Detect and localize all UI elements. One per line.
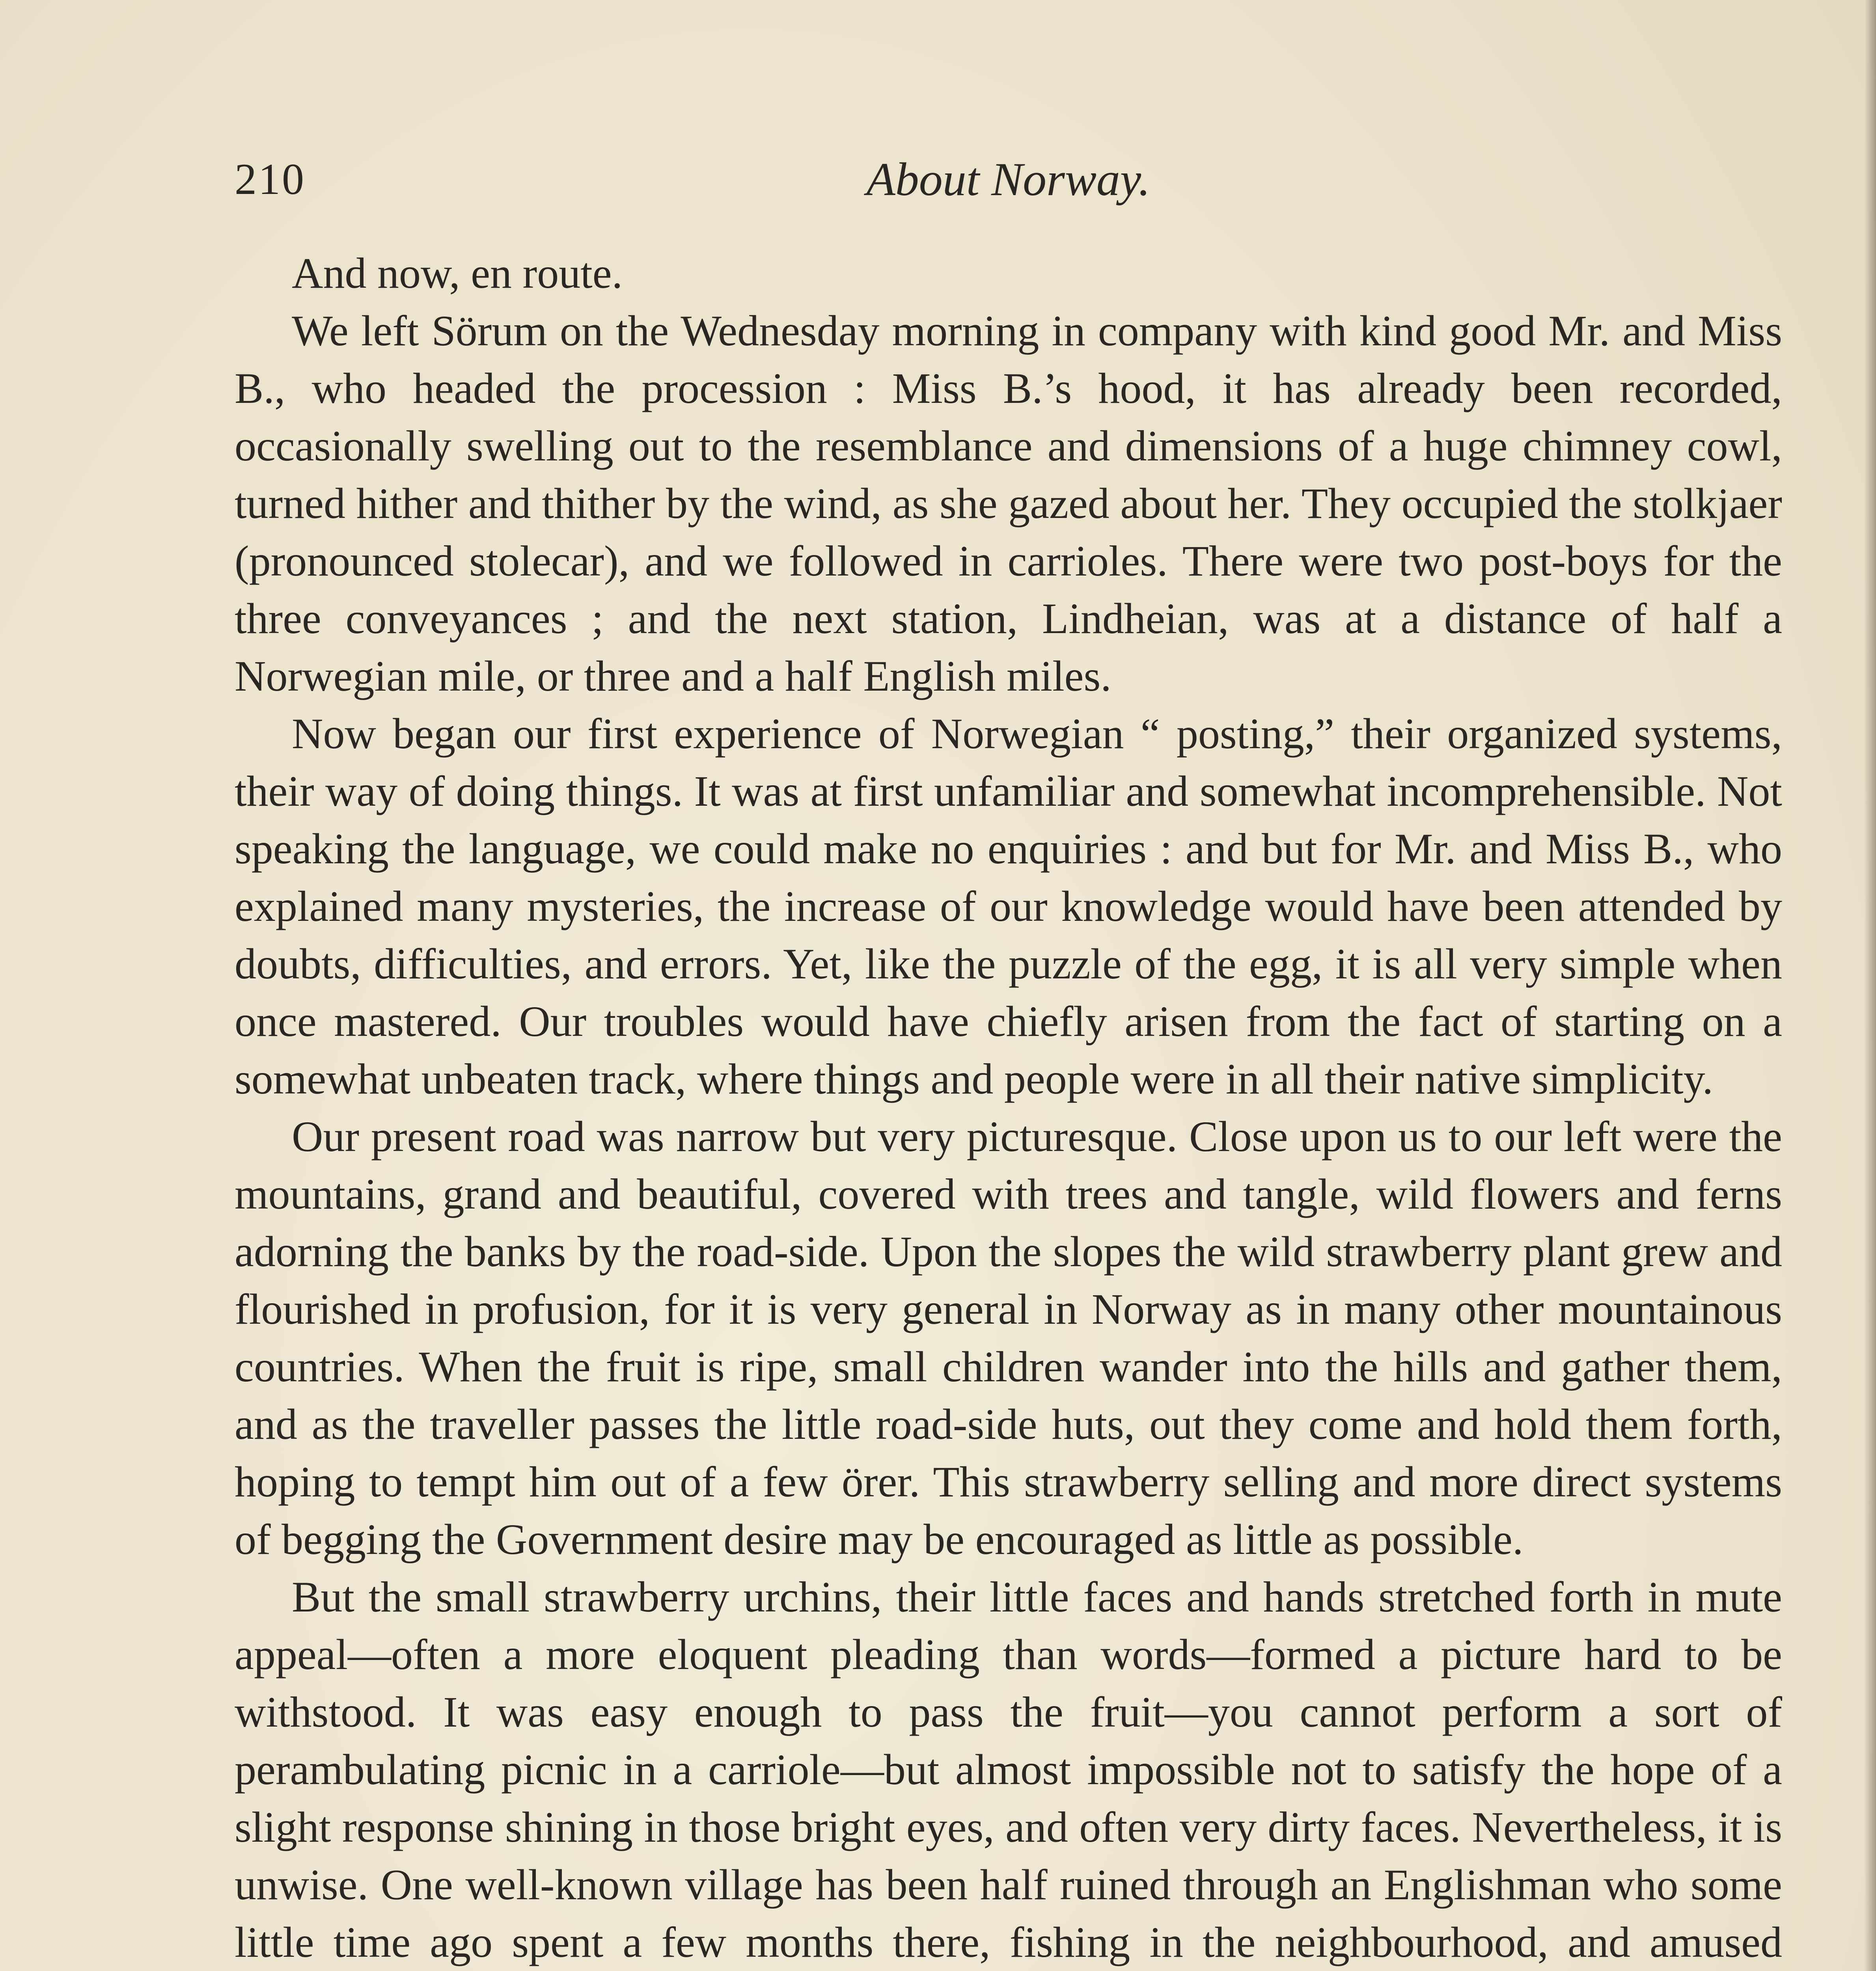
page-header [235,146,1782,213]
paragraph: Our present road was narrow but very picturesque. Close upon us to our left were the mountains, grand and beautiful, covered with trees and tangle, wild flowers and ferns adorning the banks by the road-side. Upon the slopes the wild strawberry plant grew and flourished in profusion, for it is very general in Norway as in many other mountainous countries. When the fruit is ripe, small children wander into the hills and gather them, and as the traveller passes the little road-side huts, out they come and hold them forth, hoping to tempt him out of a few örer. This strawberry selling and more direct systems of begging the Government desire may be encouraged as little as possible. [235,1112,1782,1563]
paragraph: We left Sörum on the Wednesday morning in company with kind good Mr. and Miss B., who headed the procession : Miss B.’s hood, it has already been recorded, occasionally swelling out to the resemblance and dimensions of a huge chimney cowl, turned hither and thither by the wind, as she gazed about her. They occupied the stolkjaer (pronounced stolecar), and we followed in carrioles. There were two post-boys for the three conveyances ; and the next station, Lindheian, was at a distance of half a Norwegian mile, or three and a half English miles. [235,307,1782,700]
paragraph: Now began our first experience of Norwegian “ posting,” their organized systems, their way of doing things. It was at first unfamiliar and somewhat incomprehensible. Not speaking the language, we could make no enquiries : and but for Mr. and Miss B., who explained many mysteries, the increase of our knowledge would have been attended by doubts, difficulties, and errors. Yet, like the puzzle of the egg, it is all very simple when once mastered. Our troubles would have chiefly arisen from the fact of starting on a somewhat unbeaten track, where things and people were in all their native simplicity. [235,710,1782,1103]
body-text [235,244,1782,1971]
paragraph: But the small strawberry urchins, their little faces and hands stretched forth in mute appeal—often a more eloquent pleading than words—formed a picture hard to be withstood. It was easy enough to pass the fruit—you cannot perform a sort of perambulating picnic in a carriole—but almost impossible not to satisfy the hope of a slight response shining in those bright eyes, and often very dirty faces. Nevertheless, it is unwise. One well-known village has been half ruined through an Englishman who some little time ago spent a few months there, fishing in the neighbourhood, and amused [235,1573,1782,1966]
running-title: About Norway. [866,153,1151,205]
page-number: 210 [235,155,306,204]
page-binding-shadow [1864,0,1876,1971]
paragraph: And now, en route. [292,249,623,297]
